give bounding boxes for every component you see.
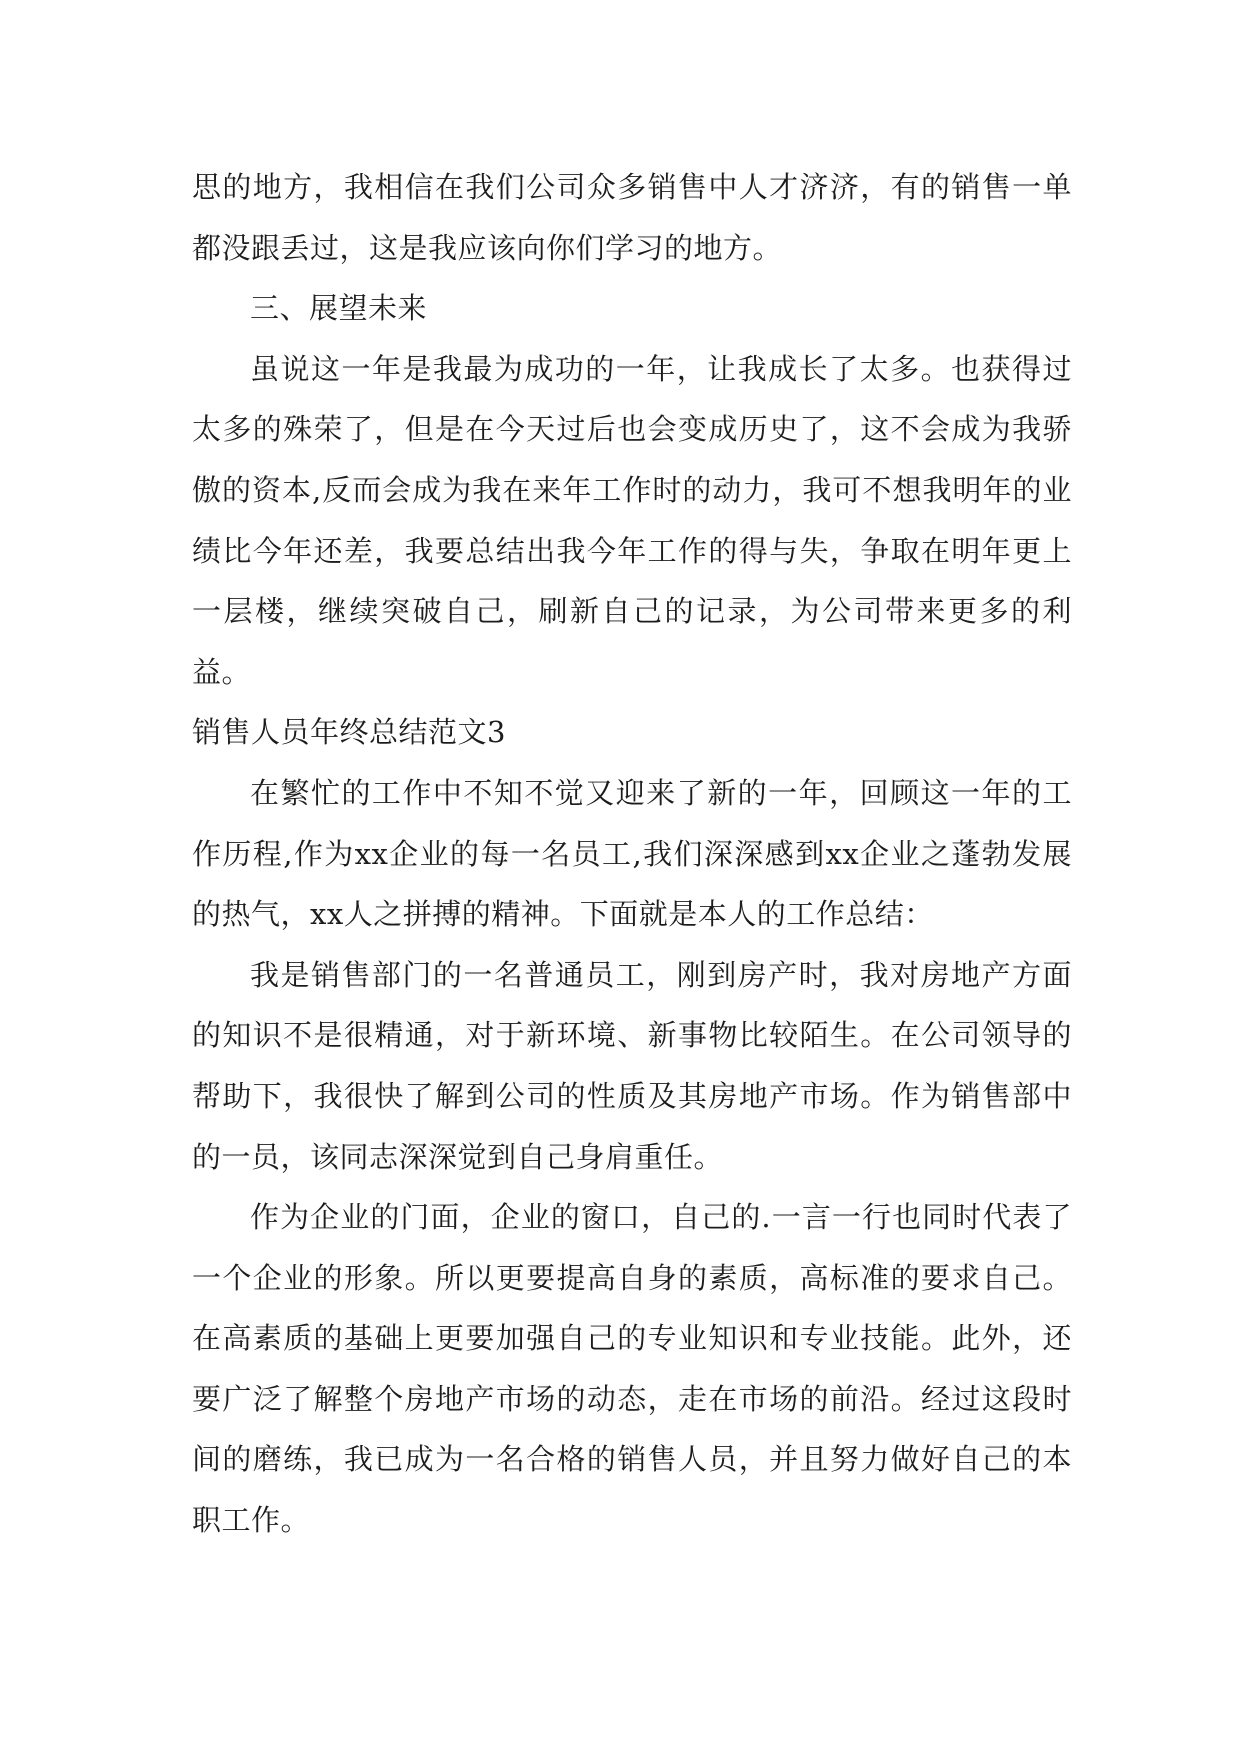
document-body: [192, 157, 1072, 1551]
paragraph-continuation: 思的地方，我相信在我们公司众多销售中人才济济，有的销售一单都没跟丢过，这是我应该向你们学习的地方。: [192, 170, 1072, 265]
section-heading-outlook: 三、展望未来: [250, 291, 428, 326]
paragraph-outlook: 虽说这一年是我最为成功的一年，让我成长了太多。也获得过太多的殊荣了，但是在今天过后也会变成历史了，这不会成为我骄傲的资本,反而会成为我在来年工作时的动力，我可不想我明年的业绩比今年还差，我要总结出我今年工作的得与失，争取在明年更上一层楼，继续突破自己，刷新自己的记录，为公司带来更多的利益。: [192, 351, 1072, 689]
paragraph-role: 我是销售部门的一名普通员工，刚到房产时，我对房地产方面的知识不是很精通，对于新环境、新事物比较陌生。在公司领导的帮助下，我很快了解到公司的性质及其房地产市场。作为销售部中的一员，该同志深深觉到自己身肩重任。: [192, 957, 1072, 1174]
paragraph-image: 作为企业的门面，企业的窗口，自己的.一言一行也同时代表了一个企业的形象。所以更要提高自身的素质，高标准的要求自己。在高素质的基础上更要加强自己的专业知识和专业技能。此外，还要广泛了解整个房地产市场的动态，走在市场的前沿。经过这段时间的磨练，我已成为一名合格的销售人员，并且努力做好自己的本职工作。: [192, 1200, 1072, 1538]
article-title-3: 销售人员年终总结范文3: [192, 715, 506, 750]
paragraph-intro: 在繁忙的工作中不知不觉又迎来了新的一年，回顾这一年的工作历程,作为xx企业的每一名员工,我们深深感到xx企业之蓬勃发展的热气，xx人之拼搏的精神。下面就是本人的工作总结：: [192, 775, 1072, 932]
